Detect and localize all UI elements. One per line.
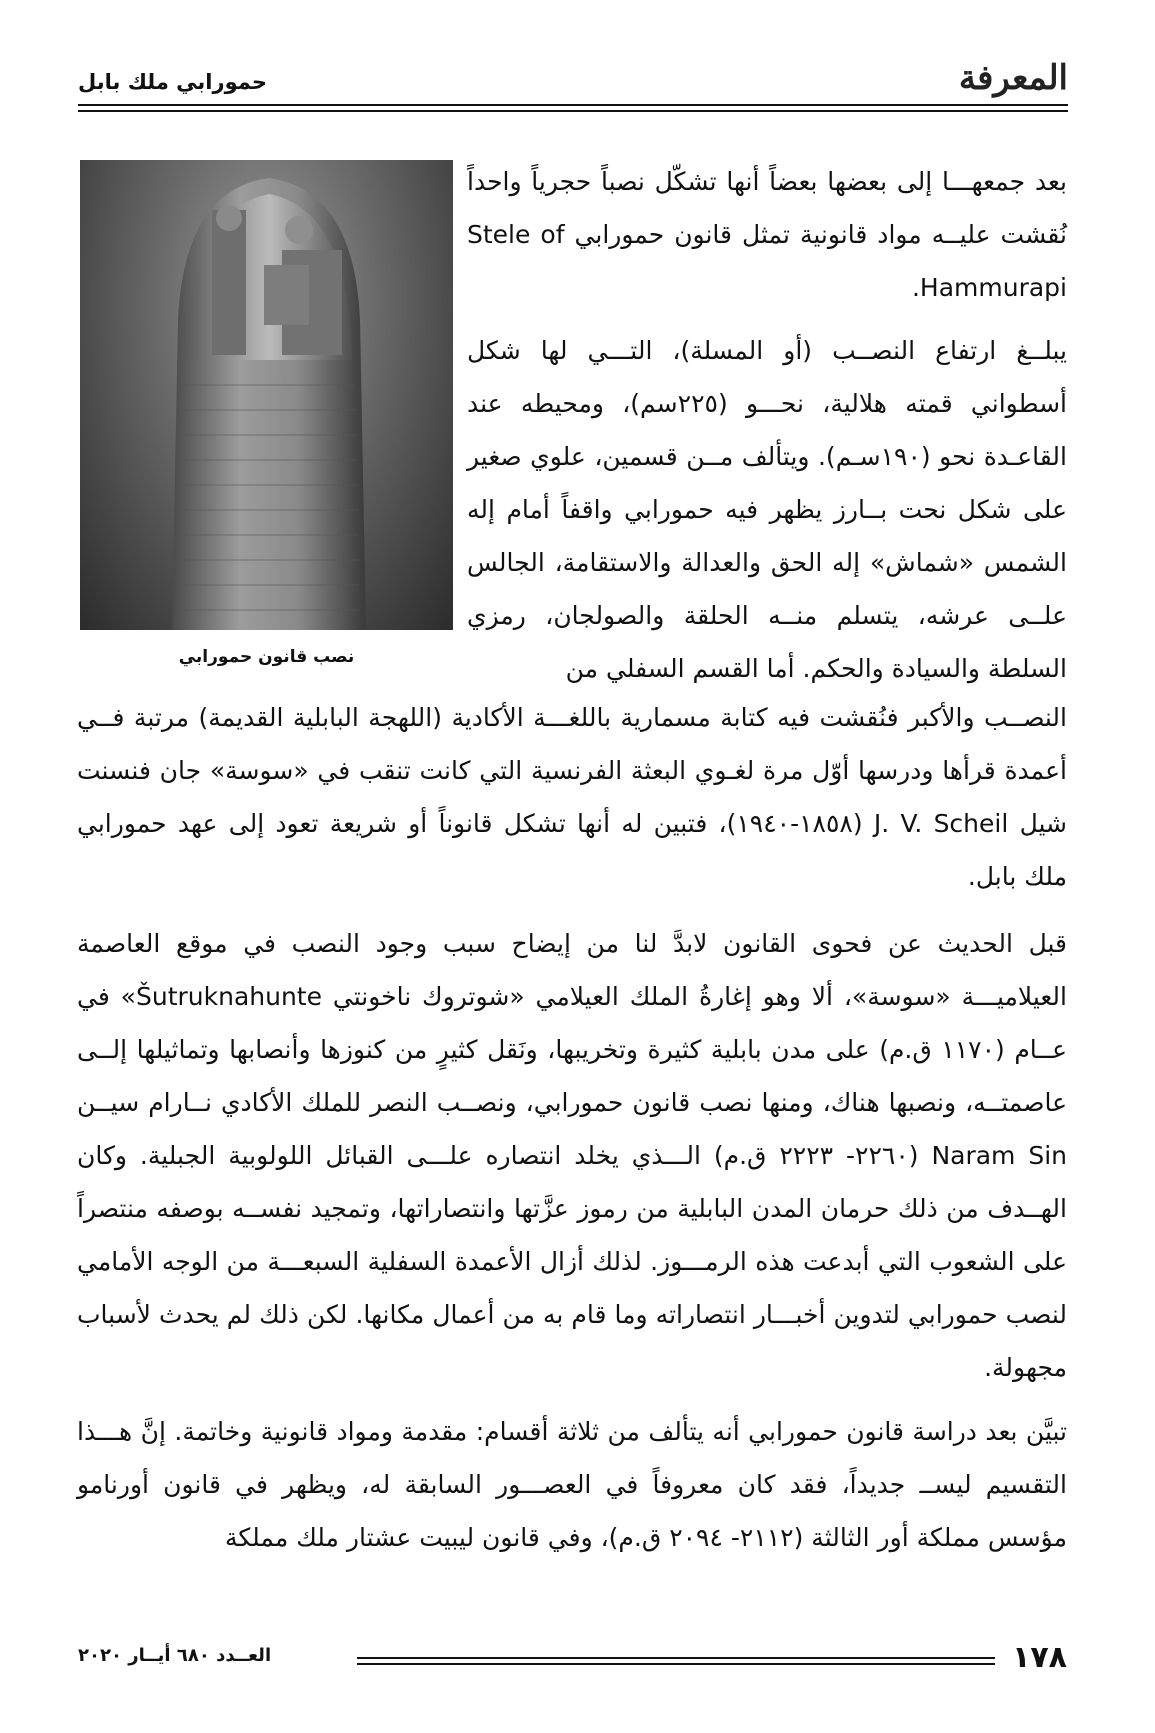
running-title: حمورابي ملك بابل [78,70,267,94]
magazine-logo: المعرفة [958,58,1068,98]
paragraph-4: تبيَّن بعد دراسة قانون حمورابي أنه يتألف من ثلاثة أقسام: مقدمة ومواد قانونية وخاتمة. إنَّ هـــذا التقسيم ليســ جديداً، فقد كان معروفاً في العصـــور السابقة له، ويظهر في قانون أورنامو مؤسس مملكة أور الثالثة (٢١١٢- ٢٠٩٤ ق.م)، وفي قانون ليبيت عشتار ملك مملكة [77,1417,1067,1552]
issue-info: العــدد ٦٨٠ أيــار ٢٠٢٠ [78,1645,272,1666]
footer-rule [357,1657,995,1659]
header-rule-secondary [78,110,1068,112]
paragraph-1: بعد جمعهـــا إلى بعضها بعضاً أنها تشكّل نصباً حجرياً واحداً نُقشت عليــه مواد قانونية تمثل قانون حمورابي Stele of Hammurapi. [467,167,1067,302]
figure-caption: نصب قانون حمورابي [178,647,355,667]
paragraph-2: يبلــغ ارتفاع النصــب (أو المسلة)، التـــي لها شكل أسطواني قمته هلالية، نحـــو (٢٢٥سم)، ومحيطه عند القاعـدة نحو (١٩٠سـم). ويتألف مــن قسمين، علوي صغير على شكل نحت بــارز يظهر فيه حمورابي واقفاً أمام إله الشمس «شماش» إله الحق والعدالة والاستقامة، الجالس علــى عرشه، يتسلم منــه الحلقة والصولجان، رمزي السلطة والسيادة والحكم. أما القسم السفلي من [467,336,1067,683]
paragraph-2-continued: النصــب والأكبر فنُقشت فيه كتابة مسمارية باللغـــة الأكادية (اللهجة البابلية القديمة) مرتبة فــي أعمدة قرأها ودرسها أوّل مرة لغـوي البعثة الفرنسية التي كانت تنقب في «سوسة» جان فنسنت شيل J. V. Scheil (١٨٥٨-١٩٤٠)، فتبين له أنها تشكل قانوناً أو شريعة تعود إلى عهد حمورابي ملك بابل. [77,703,1068,891]
footer-rule-secondary [357,1663,995,1665]
header-rule [78,104,1068,106]
page-header [78,48,1068,108]
page-number: ١٧٨ [1012,1640,1067,1675]
stele-photo [80,160,453,630]
paragraph-3: قبل الحديث عن فحوى القانون لابدَّ لنا من إيضاح سبب وجود النصب في موقع العاصمة العيلاميـــة «سوسة»، ألا وهو إغارةُ الملك العيلامي «شوتروك ناخونتي Šutruknahunte» في عــام (١١٧٠ ق.م) على مدن بابلية كثيرة وتخريبها، ونَقل كثيرٍ من كنوزها وأنصابها وتماثيلها إلــى عاصمتــه، ونصبها هناك، ومنها نصب قانون حمورابي، ونصــب النصر للملك الأكادي نــارام سيــن Naram Sin (٢٢٦٠- ٢٢٢٣ ق.م) الـــذي يخلد انتصاره علـــى القبائل اللولوبية الجبلية. وكان الهــدف من ذلك حرمان المدن البابلية من رموز عزَّتها وانتصاراتها، وتمجيد نفســه بوصفه منتصراً على الشعوب التي أبدعت هذه الرمـــوز. لذلك أزال الأعمدة السفلية السبعـــة من الوجه الأمامي لنصب حمورابي لتدوين أخبـــار انتصاراته وما قام به من أعمال مكانها. لكن ذلك لم يحدث لأسباب مجهولة. [77,929,1067,1382]
stele-illustration [164,170,374,630]
